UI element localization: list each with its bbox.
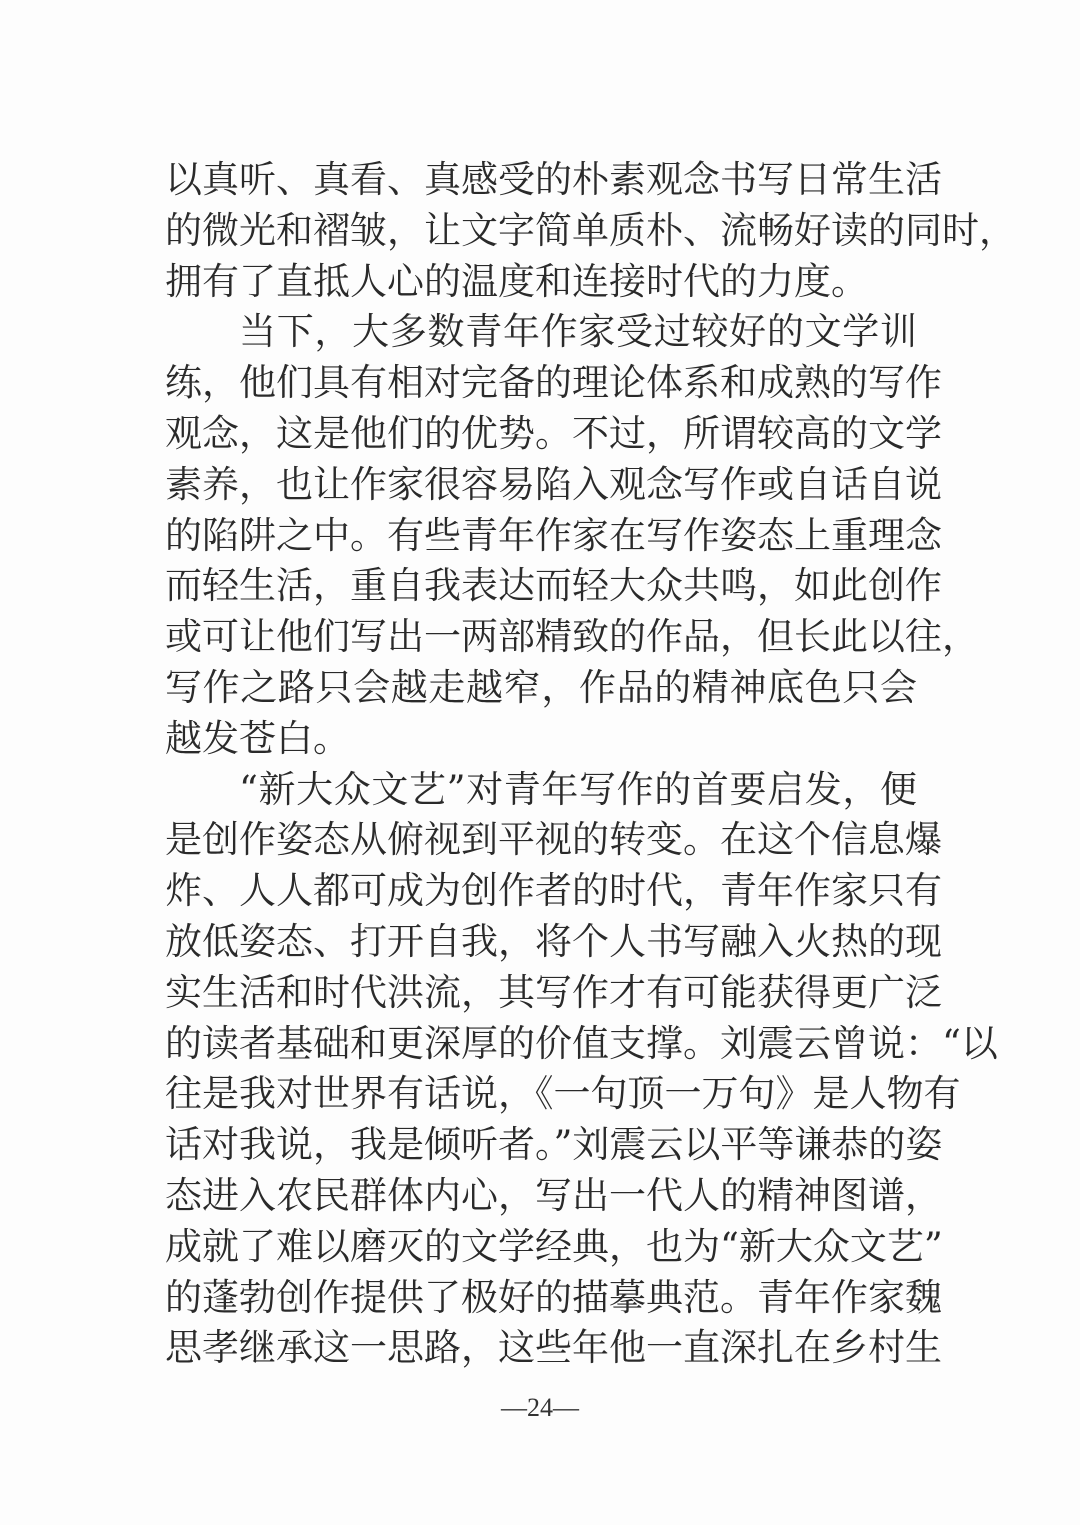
text-line: 写作之路只会越走越窄，作品的精神底色只会 <box>165 665 917 709</box>
text-line: 当下，大多数青年作家受过较好的文学训 <box>239 310 917 354</box>
text-line: 实生活和时代洪流，其写作才有可能获得更广泛 <box>165 970 942 1014</box>
text-line: 炸、人人都可成为创作者的时代，青年作家只有 <box>165 869 942 913</box>
text-line: 素养，也让作家很容易陷入观念写作或自话自说 <box>165 462 942 506</box>
text-line: 是创作姿态从俯视到平视的转变。在这个信息爆 <box>165 818 942 862</box>
page-number: —24— <box>501 1393 579 1422</box>
text-line: 拥有了直抵人心的温度和连接时代的力度。 <box>165 259 868 303</box>
text-line: 成就了难以磨灭的文学经典，也为“新大众文艺” <box>165 1224 943 1268</box>
text-line: 的读者基础和更深厚的价值支撑。刘震云曾说：“以 <box>165 1021 998 1065</box>
text-line: 往是我对世界有话说，《一句顶一万句》是人物有 <box>165 1072 961 1116</box>
text-line: 或可让他们写出一两部精致的作品，但长此以往， <box>165 615 979 659</box>
text-line: 思孝继承这一思路，这些年他一直深扎在乡村生 <box>165 1326 942 1370</box>
text-line: 的微光和褶皱，让文字简单质朴、流畅好读的同时， <box>165 208 1016 252</box>
text-line: 的陷阱之中。有些青年作家在写作姿态上重理念 <box>165 513 942 557</box>
text-line: “新大众文艺”对青年写作的首要启发，便 <box>239 767 917 811</box>
body-text <box>165 155 1016 1374</box>
text-line: 的蓬勃创作提供了极好的描摹典范。青年作家魏 <box>165 1275 942 1319</box>
text-line: 话对我说，我是倾听者。”刘震云以平等谦恭的姿 <box>165 1123 943 1167</box>
text-line: 以真听、真看、真感受的朴素观念书写日常生活 <box>165 158 942 201</box>
text-line: 练，他们具有相对完备的理论体系和成熟的写作 <box>165 361 942 405</box>
text-line: 观念，这是他们的优势。不过，所谓较高的文学 <box>165 411 942 455</box>
text-line: 放低姿态、打开自我，将个人书写融入火热的现 <box>165 919 942 963</box>
text-line: 态进入农民群体内心，写出一代人的精神图谱， <box>165 1173 942 1217</box>
text-line: 而轻生活，重自我表达而轻大众共鸣，如此创作 <box>165 564 942 608</box>
text-line: 越发苍白。 <box>165 716 350 760</box>
